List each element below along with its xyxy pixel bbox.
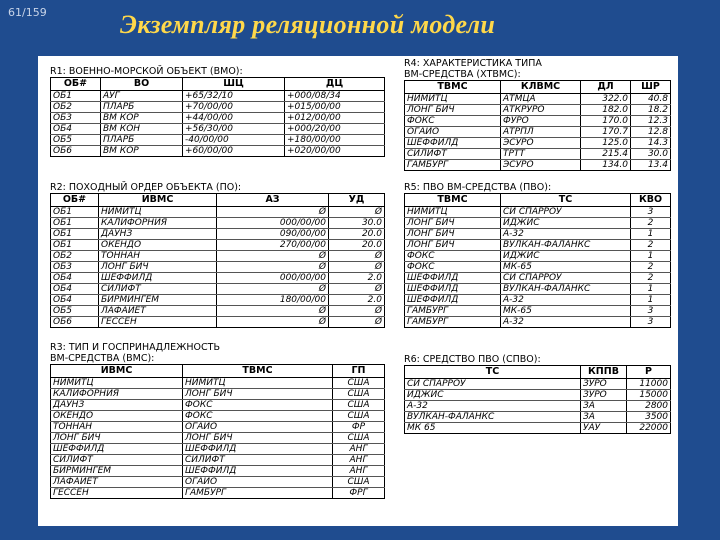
- relation-caption: R4: ХАРАКТЕРИСТИКА ТИПА ВМ-СРЕДСТВА (ХТВМС):: [404, 58, 542, 80]
- table-cell: США: [333, 400, 385, 411]
- table-cell: МК-65: [501, 306, 631, 317]
- table-cell: ОБ1: [51, 229, 99, 240]
- table-cell: ФРГ: [333, 488, 385, 499]
- table-cell: ОБ1: [51, 218, 99, 229]
- table-row: [405, 317, 671, 328]
- table-row: [405, 160, 671, 171]
- table-cell: ФОКС: [183, 411, 333, 422]
- table-cell: 125.0: [581, 138, 631, 149]
- table-row: [405, 412, 671, 423]
- table-cell: ЗА: [581, 401, 627, 412]
- table-cell: ОБ3: [51, 262, 99, 273]
- table-cell: ЛАФАЙЕТ: [51, 477, 183, 488]
- table-row: [51, 488, 385, 499]
- table-cell: ШЕФФИЛД: [183, 444, 333, 455]
- column-header: ШЦ: [183, 78, 285, 91]
- slide-title: Экземпляр реляционной модели: [120, 10, 496, 39]
- table-cell: ШЕФФИЛД: [99, 273, 217, 284]
- column-header: ОБ#: [51, 194, 99, 207]
- table-cell: ЛОНГ БИЧ: [99, 262, 217, 273]
- table-cell: АНГ: [333, 466, 385, 477]
- table-cell: ЗУРО: [581, 390, 627, 401]
- table-cell: 1: [631, 229, 671, 240]
- table-row: [51, 444, 385, 455]
- table-cell: США: [333, 389, 385, 400]
- table-cell: 170.7: [581, 127, 631, 138]
- column-header: УД: [329, 194, 385, 207]
- table-cell: 215.4: [581, 149, 631, 160]
- table-cell: ОБ2: [51, 251, 99, 262]
- table-row: [405, 390, 671, 401]
- relation-table: [404, 365, 671, 434]
- table-cell: США: [333, 433, 385, 444]
- table-cell: +65/32/10: [183, 91, 285, 102]
- table-row: [405, 127, 671, 138]
- table-cell: НИМИТЦ: [405, 94, 501, 105]
- table-cell: ИДЖИС: [501, 218, 631, 229]
- table-cell: 22000: [627, 423, 671, 434]
- table-row: [51, 411, 385, 422]
- table-cell: 1: [631, 284, 671, 295]
- table-row: [405, 138, 671, 149]
- column-header: ТВМС: [405, 81, 501, 94]
- table-cell: ЛОНГ БИЧ: [405, 240, 501, 251]
- table-cell: ФР: [333, 422, 385, 433]
- table-cell: Ø: [217, 262, 329, 273]
- table-cell: АТМЦА: [501, 94, 581, 105]
- table-row: [405, 379, 671, 390]
- table-row: [51, 113, 385, 124]
- relation-r1: [50, 66, 385, 157]
- table-cell: 134.0: [581, 160, 631, 171]
- relation-caption: R3: ТИП И ГОСПРИНАДЛЕЖНОСТЬ ВМ-СРЕДСТВА (ВМС):: [50, 342, 220, 364]
- table-row: [405, 240, 671, 251]
- table-row: [51, 466, 385, 477]
- table-cell: СИЛИФТ: [99, 284, 217, 295]
- table-cell: ШЕФФИЛД: [405, 273, 501, 284]
- table-cell: 322.0: [581, 94, 631, 105]
- table-row: [51, 400, 385, 411]
- relation-caption: R2: ПОХОДНЫЙ ОРДЕР ОБЪЕКТА (ПО):: [50, 182, 242, 193]
- table-row: [405, 262, 671, 273]
- table-cell: ОГАЙО: [183, 422, 333, 433]
- column-header: ОБ#: [51, 78, 101, 91]
- column-header: ГП: [333, 365, 385, 378]
- table-cell: ДАУНЗ: [99, 229, 217, 240]
- relation-table: [404, 80, 671, 171]
- table-cell: 2: [631, 262, 671, 273]
- table-cell: ЗУРО: [581, 379, 627, 390]
- table-cell: ОКЕНДО: [51, 411, 183, 422]
- table-cell: 12.3: [631, 116, 671, 127]
- table-cell: ГАМБУРГ: [183, 488, 333, 499]
- table-cell: Ø: [217, 306, 329, 317]
- table-cell: 3: [631, 306, 671, 317]
- table-row: [51, 91, 385, 102]
- table-row: [405, 229, 671, 240]
- table-row: [51, 295, 385, 306]
- table-cell: Ø: [329, 207, 385, 218]
- table-cell: ЛОНГ БИЧ: [405, 218, 501, 229]
- table-cell: ОБ4: [51, 124, 101, 135]
- table-cell: А-32: [501, 295, 631, 306]
- table-cell: 2: [631, 218, 671, 229]
- table-row: [405, 149, 671, 160]
- table-cell: ШЕФФИЛД: [183, 466, 333, 477]
- table-cell: 3: [631, 317, 671, 328]
- table-cell: -40/00/00: [183, 135, 285, 146]
- relation-table: [50, 364, 385, 499]
- table-cell: ПЛАРБ: [101, 102, 183, 113]
- table-row: [405, 306, 671, 317]
- table-row: [51, 378, 385, 389]
- relations-sheet: [38, 56, 678, 526]
- column-header: КЛВМС: [501, 81, 581, 94]
- relation-r5: [404, 182, 671, 328]
- table-cell: Ø: [329, 284, 385, 295]
- table-row: [405, 284, 671, 295]
- table-row: [51, 218, 385, 229]
- table-cell: 2800: [627, 401, 671, 412]
- table-cell: 14.3: [631, 138, 671, 149]
- table-cell: ФОКС: [405, 262, 501, 273]
- table-cell: 000/00/00: [217, 273, 329, 284]
- table-cell: 11000: [627, 379, 671, 390]
- table-cell: ОБ1: [51, 91, 101, 102]
- table-row: [51, 284, 385, 295]
- table-cell: 30.0: [329, 218, 385, 229]
- table-row: [405, 207, 671, 218]
- table-row: [405, 273, 671, 284]
- table-cell: ОГАЙО: [183, 477, 333, 488]
- table-cell: +000/20/00: [285, 124, 385, 135]
- table-cell: +70/00/00: [183, 102, 285, 113]
- table-cell: ОБ1: [51, 240, 99, 251]
- table-cell: АУГ: [101, 91, 183, 102]
- table-row: [51, 262, 385, 273]
- table-cell: АТРПЛ: [501, 127, 581, 138]
- table-cell: СИЛИФТ: [405, 149, 501, 160]
- column-header: КППВ: [581, 366, 627, 379]
- table-cell: ЛОНГ БИЧ: [405, 229, 501, 240]
- table-cell: +180/00/00: [285, 135, 385, 146]
- column-header: ИВМС: [51, 365, 183, 378]
- table-cell: ФОКС: [183, 400, 333, 411]
- table-cell: +000/08/34: [285, 91, 385, 102]
- table-cell: Ø: [329, 251, 385, 262]
- table-cell: МК 65: [405, 423, 581, 434]
- table-cell: ВУЛКАН-ФАЛАНКС: [501, 284, 631, 295]
- table-cell: 180/00/00: [217, 295, 329, 306]
- table-cell: 000/00/00: [217, 218, 329, 229]
- table-cell: 15000: [627, 390, 671, 401]
- column-header: ТС: [501, 194, 631, 207]
- table-row: [51, 455, 385, 466]
- table-cell: КАЛИФОРНИЯ: [99, 218, 217, 229]
- table-cell: +012/00/00: [285, 113, 385, 124]
- table-cell: ГЕССЕН: [99, 317, 217, 328]
- table-row: [405, 94, 671, 105]
- relation-r3: [50, 342, 385, 499]
- table-cell: ВУЛКАН-ФАЛАНКС: [501, 240, 631, 251]
- table-cell: +015/00/00: [285, 102, 385, 113]
- table-cell: Ø: [217, 251, 329, 262]
- table-cell: ОГАЙО: [405, 127, 501, 138]
- table-cell: ЛОНГ БИЧ: [183, 389, 333, 400]
- table-cell: А-32: [501, 229, 631, 240]
- table-cell: ОБ6: [51, 146, 101, 157]
- table-cell: ОБ6: [51, 317, 99, 328]
- table-cell: 40.8: [631, 94, 671, 105]
- table-row: [405, 401, 671, 412]
- column-header: ИВМС: [99, 194, 217, 207]
- table-cell: ДАУНЗ: [51, 400, 183, 411]
- table-cell: ЛАФАЙЕТ: [99, 306, 217, 317]
- table-cell: УАУ: [581, 423, 627, 434]
- table-cell: МК-65: [501, 262, 631, 273]
- table-cell: 1: [631, 295, 671, 306]
- table-header-row: [51, 194, 385, 207]
- page-number: 61/159: [8, 6, 47, 19]
- table-cell: ОКЕНДО: [99, 240, 217, 251]
- table-cell: 2.0: [329, 295, 385, 306]
- relation-table: [50, 193, 385, 328]
- table-cell: ОБ5: [51, 135, 101, 146]
- table-header-row: [51, 78, 385, 91]
- table-row: [405, 423, 671, 434]
- table-cell: США: [333, 411, 385, 422]
- column-header: Р: [627, 366, 671, 379]
- table-cell: ИДЖИС: [405, 390, 581, 401]
- table-cell: 3: [631, 207, 671, 218]
- table-cell: ШЕФФИЛД: [405, 138, 501, 149]
- table-cell: ВМ КОН: [101, 124, 183, 135]
- table-cell: ОБ1: [51, 207, 99, 218]
- table-cell: А-32: [405, 401, 581, 412]
- table-cell: 2: [631, 273, 671, 284]
- table-cell: США: [333, 477, 385, 488]
- table-row: [51, 433, 385, 444]
- table-cell: ТОННАН: [99, 251, 217, 262]
- table-cell: 12.8: [631, 127, 671, 138]
- table-cell: ОБ4: [51, 284, 99, 295]
- table-cell: ШЕФФИЛД: [405, 295, 501, 306]
- table-header-row: [405, 194, 671, 207]
- table-row: [51, 146, 385, 157]
- table-cell: АНГ: [333, 444, 385, 455]
- table-cell: ТОННАН: [51, 422, 183, 433]
- table-cell: ОБ3: [51, 113, 101, 124]
- table-cell: ЗА: [581, 412, 627, 423]
- table-cell: ОБ4: [51, 273, 99, 284]
- table-cell: ВМ КОР: [101, 146, 183, 157]
- column-header: ДЦ: [285, 78, 385, 91]
- table-cell: НИМИТЦ: [99, 207, 217, 218]
- table-cell: КАЛИФОРНИЯ: [51, 389, 183, 400]
- table-cell: СИ СПАРРОУ: [501, 207, 631, 218]
- table-cell: ГЕССЕН: [51, 488, 183, 499]
- table-header-row: [405, 81, 671, 94]
- table-cell: Ø: [217, 317, 329, 328]
- table-cell: ТРТТ: [501, 149, 581, 160]
- column-header: ТВМС: [183, 365, 333, 378]
- table-cell: СИ СПАРРОУ: [405, 379, 581, 390]
- table-header-row: [51, 365, 385, 378]
- table-row: [51, 477, 385, 488]
- table-cell: СИ СПАРРОУ: [501, 273, 631, 284]
- table-cell: +44/00/00: [183, 113, 285, 124]
- relation-table: [404, 193, 671, 328]
- table-cell: +56/30/00: [183, 124, 285, 135]
- table-cell: ОБ2: [51, 102, 101, 113]
- table-cell: ВУЛКАН-ФАЛАНКС: [405, 412, 581, 423]
- table-cell: 2: [631, 240, 671, 251]
- relation-r4: [404, 58, 671, 171]
- column-header: ШР: [631, 81, 671, 94]
- table-cell: 30.0: [631, 149, 671, 160]
- table-row: [405, 218, 671, 229]
- table-cell: ОБ4: [51, 295, 99, 306]
- table-row: [51, 207, 385, 218]
- table-cell: НИМИТЦ: [405, 207, 501, 218]
- table-row: [51, 102, 385, 113]
- table-cell: БИРМИНГЕМ: [51, 466, 183, 477]
- table-row: [405, 251, 671, 262]
- table-row: [51, 422, 385, 433]
- table-cell: Ø: [329, 262, 385, 273]
- column-header: ТС: [405, 366, 581, 379]
- table-cell: Ø: [217, 207, 329, 218]
- relation-caption: R5: ПВО ВМ-СРЕДСТВА (ПВО):: [404, 182, 552, 193]
- relation-caption: R6: СРЕДСТВО ПВО (СПВО):: [404, 354, 541, 365]
- column-header: ДЛ: [581, 81, 631, 94]
- table-cell: ЭСУРО: [501, 138, 581, 149]
- table-header-row: [405, 366, 671, 379]
- table-cell: Ø: [217, 284, 329, 295]
- table-cell: ВМ КОР: [101, 113, 183, 124]
- table-row: [51, 135, 385, 146]
- table-cell: АНГ: [333, 455, 385, 466]
- table-cell: +020/00/00: [285, 146, 385, 157]
- column-header: ТВМС: [405, 194, 501, 207]
- table-row: [51, 229, 385, 240]
- table-cell: 18.2: [631, 105, 671, 116]
- table-cell: ЛОНГ БИЧ: [51, 433, 183, 444]
- table-cell: ЭСУРО: [501, 160, 581, 171]
- table-cell: США: [333, 378, 385, 389]
- table-cell: 20.0: [329, 229, 385, 240]
- table-row: [405, 295, 671, 306]
- table-cell: ФОКС: [405, 116, 501, 127]
- table-row: [51, 317, 385, 328]
- table-cell: 090/00/00: [217, 229, 329, 240]
- table-cell: ИДЖИС: [501, 251, 631, 262]
- relation-caption: R1: ВОЕННО-МОРСКОЙ ОБЪЕКТ (ВМО):: [50, 66, 243, 77]
- table-cell: Ø: [329, 317, 385, 328]
- table-cell: ГАМБУРГ: [405, 317, 501, 328]
- table-row: [405, 116, 671, 127]
- table-cell: ЛОНГ БИЧ: [183, 433, 333, 444]
- table-row: [405, 105, 671, 116]
- table-cell: 270/00/00: [217, 240, 329, 251]
- table-cell: НИМИТЦ: [183, 378, 333, 389]
- table-row: [51, 124, 385, 135]
- column-header: КВО: [631, 194, 671, 207]
- relation-table: [50, 77, 385, 157]
- table-cell: ГАМБУРГ: [405, 160, 501, 171]
- table-cell: 182.0: [581, 105, 631, 116]
- column-header: АЗ: [217, 194, 329, 207]
- column-header: ВО: [101, 78, 183, 91]
- table-row: [51, 306, 385, 317]
- table-cell: ФУРО: [501, 116, 581, 127]
- table-cell: ШЕФФИЛД: [51, 444, 183, 455]
- table-cell: ОБ5: [51, 306, 99, 317]
- table-cell: ШЕФФИЛД: [405, 284, 501, 295]
- table-cell: ПЛАРБ: [101, 135, 183, 146]
- table-cell: 1: [631, 251, 671, 262]
- relation-r2: [50, 182, 385, 328]
- table-cell: ЛОНГ БИЧ: [405, 105, 501, 116]
- table-cell: ГАМБУРГ: [405, 306, 501, 317]
- table-cell: НИМИТЦ: [51, 378, 183, 389]
- table-cell: +60/00/00: [183, 146, 285, 157]
- table-cell: БИРМИНГЕМ: [99, 295, 217, 306]
- table-row: [51, 273, 385, 284]
- table-cell: 170.0: [581, 116, 631, 127]
- table-row: [51, 389, 385, 400]
- table-cell: А-32: [501, 317, 631, 328]
- relation-r6: [404, 354, 671, 434]
- table-row: [51, 251, 385, 262]
- table-cell: 2.0: [329, 273, 385, 284]
- table-cell: ФОКС: [405, 251, 501, 262]
- table-cell: СИЛИФТ: [183, 455, 333, 466]
- table-cell: Ø: [329, 306, 385, 317]
- table-cell: 13.4: [631, 160, 671, 171]
- table-cell: АТКРУРО: [501, 105, 581, 116]
- table-row: [51, 240, 385, 251]
- table-cell: СИЛИФТ: [51, 455, 183, 466]
- table-cell: 20.0: [329, 240, 385, 251]
- table-cell: 3500: [627, 412, 671, 423]
